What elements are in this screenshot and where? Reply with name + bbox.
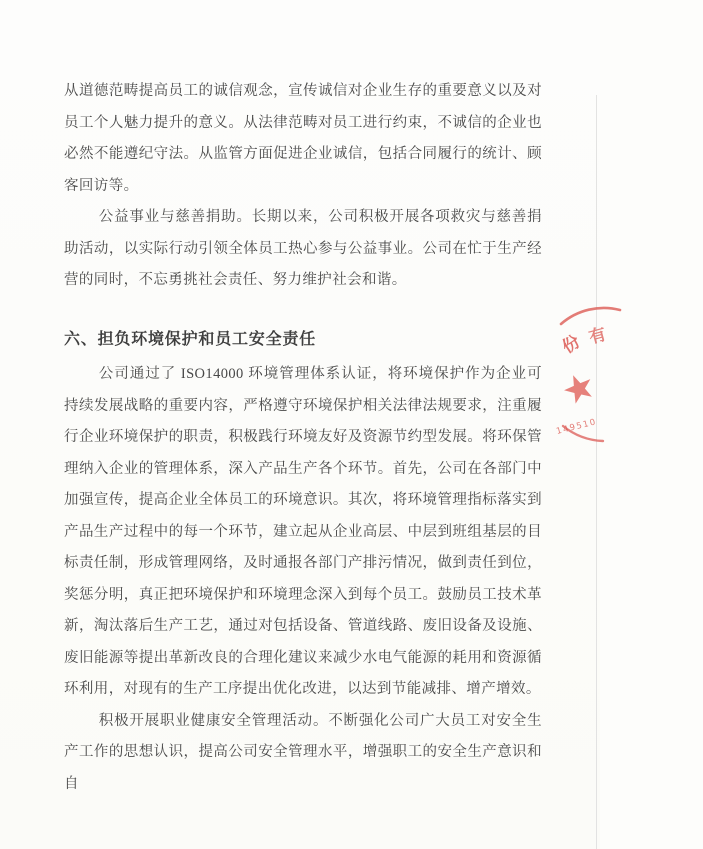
paragraph-integrity: 从道德范畴提高员工的诚信观念，宣传诚信对企业生存的重要意义以及对员工个人魅力提升的意义。从法律范畴对员工进行约束，不诚信的企业也必然不能遵纪守法。从监管方面促进企业诚信，包括合同履行的统计、顾客回访等。	[64, 83, 542, 194]
seal-char-2: 有	[586, 324, 609, 348]
document-body	[64, 76, 542, 800]
seal-number: 149510	[555, 417, 598, 437]
paragraph-charity: 公益事业与慈善捐助。长期以来，公司积极开展各项救灾与慈善捐助活动，以实际行动引领全体员工热心参与公益事业。公司在忙于生产经营的同时，不忘勇挑社会责任、努力维护社会和谐。	[64, 209, 542, 288]
scan-edge-line	[596, 95, 597, 849]
paragraph-safety: 积极开展职业健康安全管理活动。不断强化公司广大员工对安全生产工作的思想认识，提高公司安全管理水平，增强职工的安全生产意识和自	[64, 712, 542, 792]
paragraph-environment: 公司通过了 ISO14000 环境管理体系认证，将环境保护作为企业可持续发展战略的重要内容，严格遵守环境保护相关法律法规要求，注重履行企业环境保护的职责，积极践行环境友好及资源节约型发展。将环保管理纳入企业的管理体系，深入产品生产各个环节。首先，公司在各部门中加强宣传，提高企业全体员工的环境意识。其次，将环境管理指标落实到产品生产过程中的每一个环节，建立起从企业高层、中层到班组基层的目标责任制，形成管理网络，及时通报各部门产排污情况，做到责任到位，奖惩分明，真正把环境保护和环境理念深入到每个员工。鼓励员工技术革新，淘汰落后生产工艺，通过对包括设备、管道线路、废旧设备及设施、废旧能源等提出革新改良的合理化建议来减少水电气能源的耗用和资源循环利用，对现有的生产工序提出优化改进，以达到节能减排、增产增效。	[64, 366, 542, 697]
seal-char-1: 份	[558, 331, 584, 358]
section-heading: 六、担负环境保护和员工安全责任	[64, 330, 317, 348]
